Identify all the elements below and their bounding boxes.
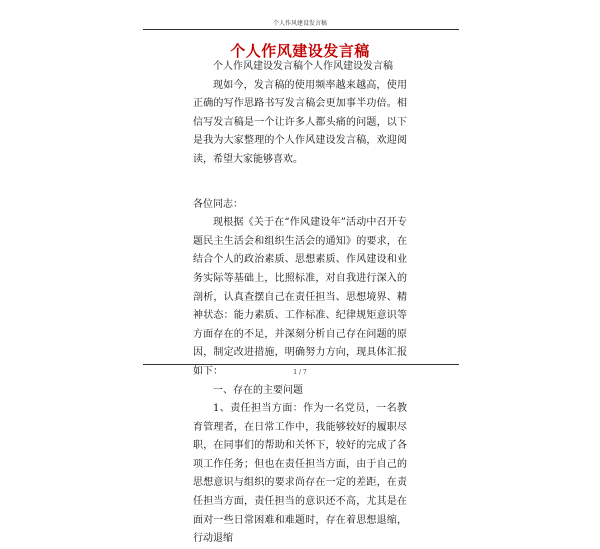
intro-paragraph: 现如今，发言稿的使用频率越来越高，使用正确的写作思路书写发言稿会更加事半功倍。相信写发言稿是一个让许多人都头痛的问题，以下是我为大家整理的个人作风建设发言稿，欢迎阅读，希望大家能够喜欢。: [193, 79, 407, 165]
body-paragraph-2: 1、责任担当方面：作为一名党员，一名教育管理者，在日常工作中，我能够较好的履职尽职，在同事们的帮助和关怀下，较好的完成了各项工作任务；但也在责任担当方面，由于自己的思想意识与组织的要求尚存在一定的差距，在责任担当方面，责任担当的意识还不高，尤其是在面对一些日常困难和难题时，存在着思想退缩，行动退缩: [193, 403, 407, 545]
page-header: 个人作风建设发言稿: [272, 20, 327, 27]
salutation: 各位同志：: [193, 198, 243, 210]
footer-divider: [143, 364, 459, 365]
paragraph-gap: [193, 170, 407, 196]
section-heading-1: 一、存在的主要问题: [213, 384, 303, 396]
subtitle-paragraph: 个人作风建设发言稿个人作风建设发言稿: [213, 61, 393, 72]
document-body: [193, 58, 407, 549]
header-divider: [143, 29, 459, 30]
body-paragraph-1: 现根据《关于在“作风建设年”活动中召开专题民主生活会和组织生活会的通知》的要求，在结合个人的政治素质、思想素质、作风建设和业务实际等基础上，比照标准，对自我进行深入的剖析，认真查摆自己在责任担当、思想境界、精神状态：能力素质、工作标准、纪律规矩意识等方面存在的不足，并深刻分析自己存在问题的原因，制定改进措施，明确努力方向，现具体汇报如下：: [193, 217, 407, 377]
document-title: 个人作风建设发言稿: [230, 42, 370, 60]
page-number: 1 / 7: [293, 369, 307, 376]
